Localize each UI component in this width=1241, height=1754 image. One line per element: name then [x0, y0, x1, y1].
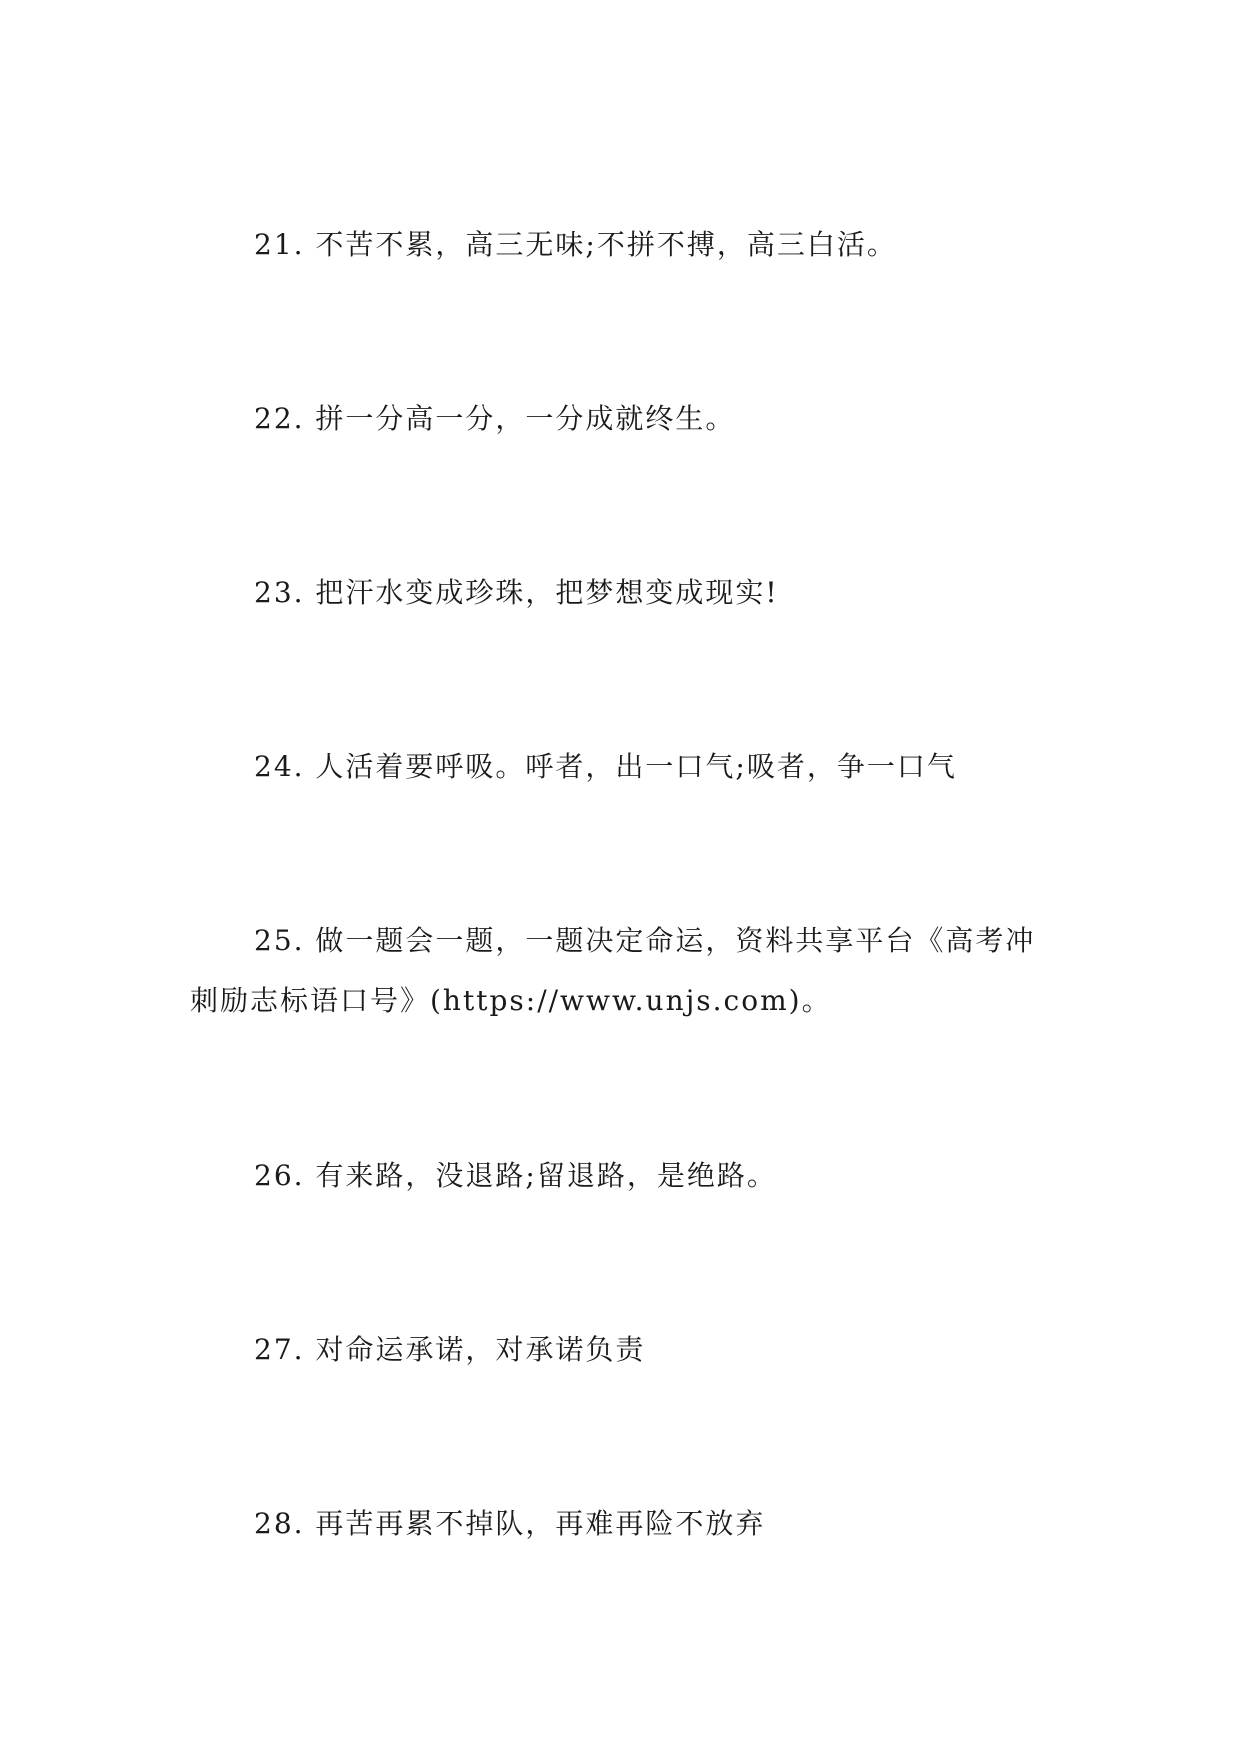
paragraph-27: 27. 对命运承诺，对承诺负责 — [254, 1333, 646, 1366]
paragraph-21: 21. 不苦不累，高三无味;不拼不搏，高三白活。 — [254, 228, 897, 261]
paragraph-25: 25. 做一题会一题，一题决定命运，资料共享平台《高考冲刺励志标语口号》(https://www.unjs.com)。 — [190, 924, 1036, 1017]
paragraph-28: 28. 再苦再累不掉队，再难再险不放弃 — [254, 1507, 766, 1540]
paragraph-22: 22. 拼一分高一分，一分成就终生。 — [254, 402, 736, 435]
paragraph-26: 26. 有来路，没退路;留退路，是绝路。 — [254, 1159, 777, 1192]
paragraph-23: 23. 把汗水变成珍珠，把梦想变成现实! — [254, 576, 779, 609]
paragraph-24: 24. 人活着要呼吸。呼者，出一口气;吸者，争一口气 — [254, 750, 957, 783]
